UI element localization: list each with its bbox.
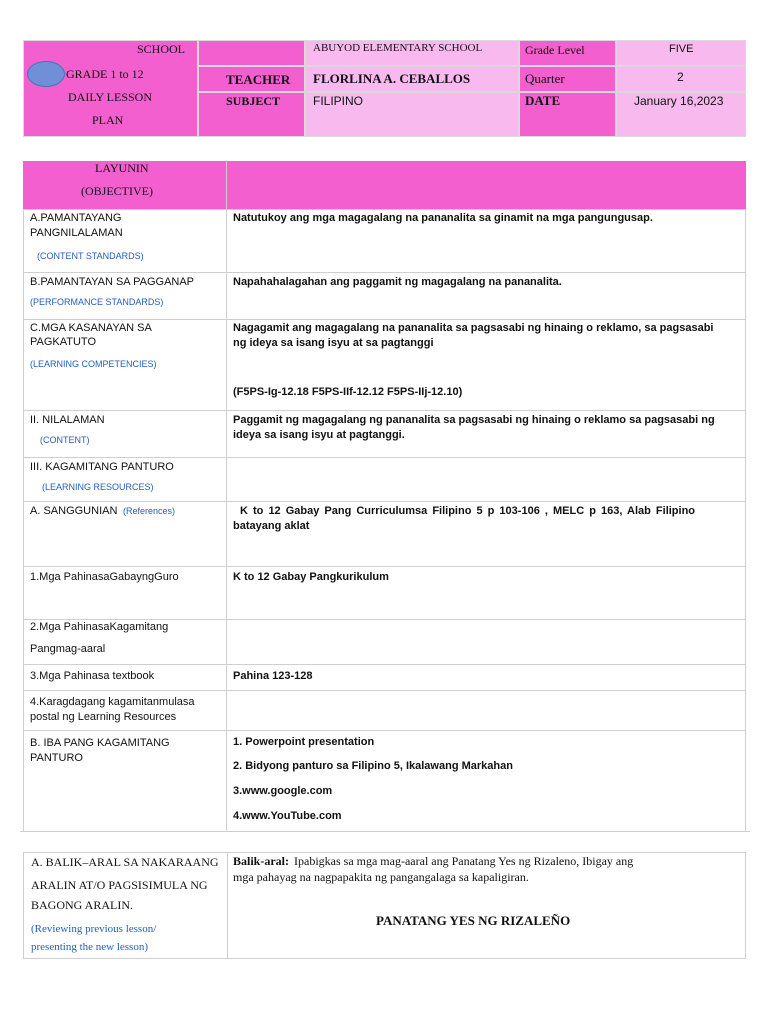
learning-resources-sub: (LEARNING RESOURCES) (42, 482, 154, 492)
table-gap (20, 831, 750, 853)
review-heading: PANATANG YES NG RIZALEÑO (376, 913, 571, 928)
textbook-value: Pahina 123-128 (233, 670, 313, 682)
review-label-2: ARALIN AT/O PAGSISIMULA NG (31, 878, 208, 892)
teacher-guide-value: K to 12 Gabay Pangkurikulum (233, 571, 389, 583)
textbook-row (23, 664, 746, 690)
teacher-guide-row (23, 566, 746, 619)
content-row (23, 410, 746, 457)
references-label: A. SANGGUNIAN (30, 505, 118, 517)
references-value-2: batayang aklat (233, 520, 310, 532)
other-resources-row (23, 730, 746, 831)
objective-title-cell (23, 161, 227, 209)
additional-materials-value-cell (227, 691, 746, 730)
review-value-2: mga pahayag na nagpapakita ng pangangalaga sa kapaligiran. (233, 870, 529, 884)
learner-materials-label-cell (23, 620, 227, 664)
additional-materials-label-cell (23, 691, 227, 730)
teacher-guide-value-cell (227, 567, 746, 619)
quarter-label: Quarter (525, 71, 565, 86)
learning-competencies-label-1: C.MGA KASANAYAN SA (30, 322, 152, 334)
learning-competencies-value-2: ng ideya sa isang isyu at sa pagtanggi (233, 337, 434, 349)
learner-materials-row (23, 619, 746, 664)
textbook-label-cell (23, 665, 227, 690)
textbook-value-cell (227, 665, 746, 690)
school-name-cell (305, 40, 519, 66)
other-resources-item: 3.www.google.com (233, 785, 333, 797)
objective-value-cell (227, 161, 746, 209)
textbook-label: 3.Mga Pahinasa textbook (30, 670, 155, 682)
learner-materials-label-2: Pangmag-aaral (30, 643, 106, 655)
objective-title: LAYUNIN (95, 161, 149, 175)
grade-level-value: FIVE (669, 43, 694, 55)
learner-materials-value-cell (227, 620, 746, 664)
other-resources-label-cell (23, 731, 227, 831)
subject-label-cell (198, 92, 305, 137)
learner-materials-label-1: 2.Mga PahinasaKagamitang (30, 621, 169, 633)
learning-competencies-value-1: Nagagamit ang magagalang na pananalita sa pagsasabi ng hinaing o reklamo, sa pagsasabi (233, 322, 714, 334)
content-standards-label-1: A.PAMANTAYANG (30, 212, 122, 224)
teacher-label-cell (198, 66, 305, 92)
review-sub-2: presenting the new lesson) (31, 941, 148, 953)
quarter-value-cell (616, 66, 746, 92)
other-resources-item: 4.www.YouTube.com (233, 810, 342, 822)
content-value-2: ideya sa isang isyu at pagtanggi. (233, 429, 405, 441)
content-sub: (CONTENT) (40, 435, 90, 445)
teacher-name-cell (305, 66, 519, 92)
review-label-cell (24, 853, 228, 958)
program-line-1: GRADE 1 to 12 (66, 67, 144, 81)
additional-materials-row (23, 690, 746, 730)
other-resources-label-1: B. IBA PANG KAGAMITANG (30, 737, 170, 749)
objective-subtitle: (OBJECTIVE) (81, 184, 153, 198)
references-value-1: K to 12 Gabay Pang Curriculumsa Filipino 5 p 103-106 , MELC p 163, Alab Filipino (240, 505, 696, 517)
subject-label: SUBJECT (226, 94, 281, 108)
additional-materials-label-2: postal ng Learning Resources (30, 711, 177, 723)
content-standards-value-cell (227, 210, 746, 272)
program-line-2: DAILY LESSON (68, 90, 153, 104)
review-label-1: A. BALIK–ARAL SA NAKARAANG (31, 855, 219, 869)
learning-competencies-value-cell (227, 320, 746, 410)
performance-standards-value: Napahahalagahan ang paggamit ng magagalang na pananalita. (233, 276, 562, 288)
other-resources-label-2: PANTURO (30, 752, 83, 764)
quarter-value: 2 (677, 70, 684, 84)
logo-oval (27, 61, 65, 87)
references-sub: (References) (123, 506, 176, 516)
performance-standards-row (23, 272, 746, 319)
review-label-3: BAGONG ARALIN. (31, 898, 133, 912)
header-title-cell (23, 40, 198, 137)
grade-level-label: Grade Level (525, 43, 585, 57)
other-resources-value-cell (227, 731, 746, 831)
content-value-cell (227, 411, 746, 457)
content-standards-label-cell (23, 210, 227, 272)
content-value-1: Paggamit ng magagalang ng pananalita sa pagsasabi ng hinaing o reklamo sa pagsasabi ng (233, 414, 715, 426)
date-value: January 16,2023 (634, 94, 724, 108)
grade-level-value-cell (616, 40, 746, 66)
subject-value: FILIPINO (313, 94, 364, 108)
other-resources-item: 1. Powerpoint presentation (233, 736, 375, 748)
objective-row (23, 161, 746, 209)
grade-level-label-cell (519, 40, 616, 66)
header-table (23, 40, 746, 137)
content-label-cell (23, 411, 227, 457)
content-standards-label-2: PANGNILALAMAN (30, 227, 123, 239)
learning-resources-value-cell (227, 458, 746, 501)
teacher-guide-label-cell (23, 567, 227, 619)
program-line-3: PLAN (92, 113, 124, 127)
review-value-cell (228, 853, 745, 958)
learning-competencies-label-2: PAGKATUTO (30, 336, 97, 348)
teacher-label: TEACHER (226, 72, 291, 87)
school-name: ABUYOD ELEMENTARY SCHOOL (313, 42, 483, 54)
header-blank-cell (198, 40, 305, 66)
references-row (23, 501, 746, 566)
review-table (23, 852, 746, 959)
date-value-cell (616, 92, 746, 137)
references-label-cell (23, 502, 227, 566)
learning-resources-row (23, 457, 746, 501)
review-value-1: Ipabigkas sa mga mag-aaral ang Panatang Yes ng Rizaleno, Ibigay ang (294, 854, 634, 868)
learning-resources-label: III. KAGAMITANG PANTURO (30, 461, 174, 473)
review-sub-1: (Reviewing previous lesson/ (31, 923, 157, 935)
school-label: SCHOOL (137, 42, 186, 56)
learning-resources-label-cell (23, 458, 227, 501)
performance-standards-label-cell (23, 273, 227, 319)
learning-competencies-codes: (F5PS-Ig-12.18 F5PS-IIf-12.12 F5PS-IIj-12.10) (233, 386, 463, 398)
subject-value-cell (305, 92, 519, 137)
date-label: DATE (525, 93, 561, 108)
learning-competencies-label-cell (23, 320, 227, 410)
content-label: II. NILALAMAN (30, 414, 105, 426)
additional-materials-label-1: 4.Karagdagang kagamitanmulasa (30, 696, 195, 708)
references-value-cell (227, 502, 746, 566)
learning-competencies-row (23, 319, 746, 410)
other-resources-item: 2. Bidyong panturo sa Filipino 5, Ikalawang Markahan (233, 760, 513, 772)
learning-competencies-sub: (LEARNING COMPETENCIES) (30, 359, 157, 369)
performance-standards-value-cell (227, 273, 746, 319)
performance-standards-sub: (PERFORMANCE STANDARDS) (30, 297, 164, 307)
teacher-guide-label: 1.Mga PahinasaGabayngGuro (30, 571, 179, 583)
teacher-name: FLORLINA A. CEBALLOS (313, 71, 471, 86)
review-lead: Balik-aral: (233, 854, 289, 868)
content-standards-value: Natutukoy ang mga magagalang na pananalita sa ginamit na mga pangungusap. (233, 212, 653, 224)
date-label-cell (519, 92, 616, 137)
quarter-label-cell (519, 66, 616, 92)
content-standards-row (23, 209, 746, 272)
content-standards-sub: (CONTENT STANDARDS) (37, 251, 144, 261)
performance-standards-label: B.PAMANTAYAN SA PAGGANAP (30, 276, 195, 288)
